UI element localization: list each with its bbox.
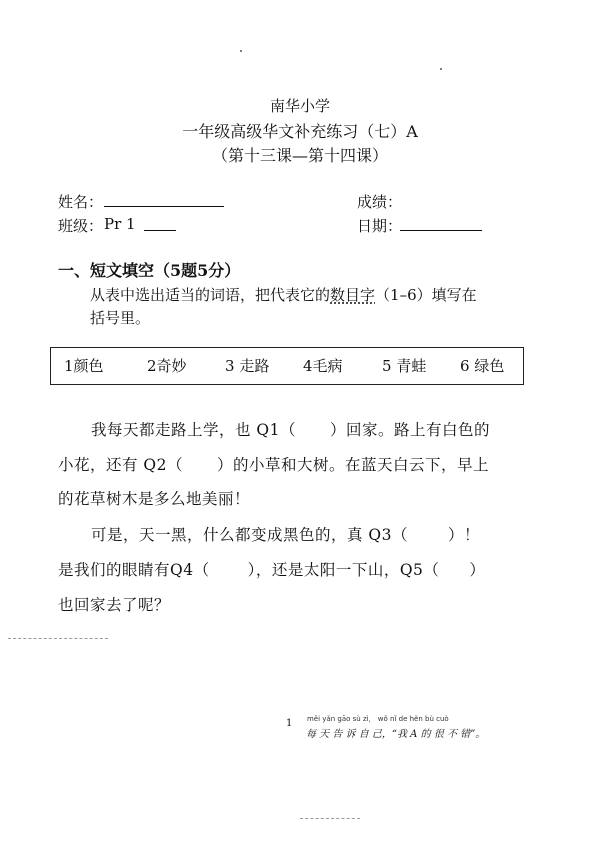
- class-label: 班级：: [58, 217, 104, 235]
- passage-text: 小花，还有 Q2（: [58, 456, 183, 474]
- word-text: 颜色: [73, 357, 104, 375]
- word-bank-box: [50, 347, 524, 385]
- passage-text: ），还是太阳一下山，Q5（: [247, 561, 440, 579]
- instruction-keyword: 数目字: [330, 286, 376, 304]
- passage-line-4: [91, 523, 480, 545]
- passage-text: ）: [469, 561, 486, 579]
- worksheet-title: 一年级高级华文补充练习（七）A: [182, 122, 418, 141]
- page-number: 1: [286, 718, 293, 729]
- word-text: 青蛙: [396, 357, 427, 375]
- name-label: 姓名：: [58, 193, 104, 211]
- word-text: 奇妙: [156, 357, 187, 375]
- word-bank-item: [225, 355, 269, 376]
- word-bank-item: [64, 355, 104, 376]
- section-heading: 一、短文填空（5题5分）: [58, 261, 241, 280]
- instruction-text: （1–6）填写在: [375, 286, 477, 304]
- passage-text: 是我们的眼睛有Q4（: [58, 561, 210, 579]
- grade-label: 成绩：: [357, 193, 403, 211]
- date-field-line[interactable]: [400, 230, 482, 231]
- instruction-line-1: [90, 284, 477, 305]
- passage-text: ）回家。路上有白色的: [330, 421, 491, 439]
- word-text: 绿色: [474, 357, 505, 375]
- word-number: 1: [64, 357, 74, 375]
- word-bank-item: [147, 355, 187, 376]
- passage-line-5: [58, 558, 485, 580]
- word-bank-item: [382, 355, 426, 376]
- scan-artifact-line: [300, 818, 360, 819]
- word-number: 5: [382, 357, 392, 375]
- scan-speck: [440, 68, 442, 70]
- word-bank-item: [460, 355, 504, 376]
- name-field-line[interactable]: [104, 206, 224, 207]
- date-label: 日期：: [357, 217, 403, 235]
- school-name: 南华小学: [269, 97, 330, 115]
- word-text: 毛病: [312, 357, 343, 375]
- class-value: Pr 1: [104, 215, 136, 233]
- worksheet-subtitle: （第十三课—第十四课）: [211, 146, 388, 165]
- passage-line-2: [58, 453, 489, 475]
- word-number: 2: [147, 357, 157, 375]
- word-bank-item: [303, 355, 343, 376]
- passage-text: ）！: [448, 526, 481, 544]
- scan-speck: [240, 50, 242, 52]
- instruction-line-2: 括号里。: [90, 309, 151, 327]
- class-field-line[interactable]: [144, 230, 176, 231]
- instruction-text: 从表中选出适当的词语，把代表它的: [90, 286, 331, 304]
- proverb-pinyin: měi yǎn gāo sù zì， wǒ nǐ de hěn bù cuò: [307, 715, 449, 723]
- word-number: 6: [460, 357, 470, 375]
- passage-text: 可是，天一黑，什么都变成黑色的，真 Q3（: [91, 526, 408, 544]
- passage-line-6: 也回家去了呢？: [58, 596, 171, 614]
- word-text: 走路: [239, 357, 270, 375]
- word-number: 3: [225, 357, 235, 375]
- footer-proverb: 每 天 告 诉 自 己，“我 A 的 很 不 错”。: [306, 729, 486, 740]
- passage-text: ）的小草和大树。在蓝天白云下，早上: [217, 456, 490, 474]
- word-number: 4: [303, 357, 313, 375]
- passage-text: 我每天都走路上学，也 Q1（: [91, 421, 296, 439]
- scan-artifact-line: [8, 638, 108, 639]
- passage-line-1: [91, 418, 490, 440]
- passage-line-3: 的花草树木是多么地美丽！: [58, 490, 251, 508]
